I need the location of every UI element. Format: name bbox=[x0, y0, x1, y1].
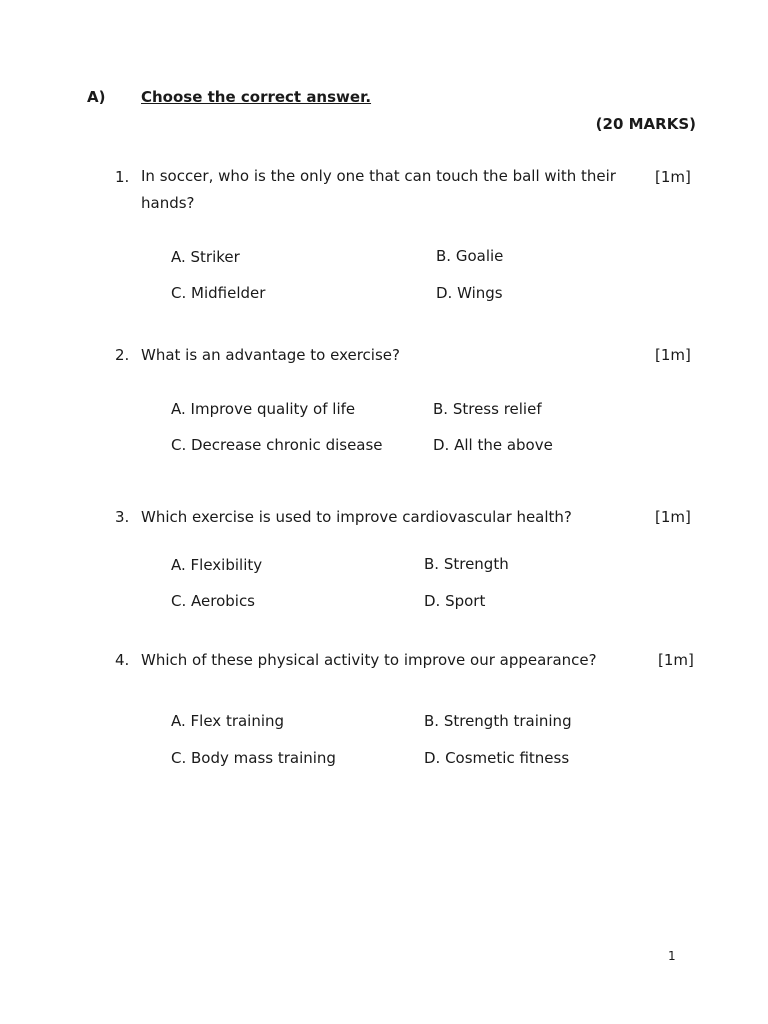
question-mark: [1m] bbox=[655, 346, 691, 364]
option-a[interactable]: A. Improve quality of life bbox=[171, 400, 356, 418]
option-b[interactable]: B. Strength training bbox=[424, 712, 572, 730]
option-d[interactable]: D. Sport bbox=[424, 592, 486, 610]
option-b[interactable]: B. Stress relief bbox=[433, 400, 542, 418]
option-d[interactable]: D. All the above bbox=[433, 436, 553, 454]
question-number: 1. bbox=[115, 168, 130, 186]
question-text: What is an advantage to exercise? bbox=[141, 346, 400, 364]
option-d[interactable]: D. Wings bbox=[436, 284, 503, 302]
option-a[interactable]: A. Flexibility bbox=[171, 556, 263, 574]
option-d[interactable]: D. Cosmetic fitness bbox=[424, 749, 570, 767]
question-number: 4. bbox=[115, 651, 130, 669]
section-instruction: Choose the correct answer. bbox=[141, 88, 372, 106]
option-a[interactable]: A. Flex training bbox=[171, 712, 285, 730]
option-b[interactable]: B. Goalie bbox=[436, 247, 504, 265]
option-c[interactable]: C. Body mass training bbox=[171, 749, 336, 767]
question-number: 2. bbox=[115, 346, 130, 364]
question-text-continued: hands? bbox=[141, 194, 195, 212]
question-mark: [1m] bbox=[655, 168, 691, 186]
section-marks: (20 MARKS) bbox=[595, 115, 696, 133]
page-number: 1 bbox=[668, 949, 676, 963]
question-number: 3. bbox=[115, 508, 130, 526]
question-text: Which of these physical activity to improve our appearance? bbox=[141, 651, 597, 669]
option-c[interactable]: C. Decrease chronic disease bbox=[171, 436, 383, 454]
option-a[interactable]: A. Striker bbox=[171, 248, 240, 266]
question-mark: [1m] bbox=[658, 651, 694, 669]
question-text: Which exercise is used to improve cardiovascular health? bbox=[141, 508, 572, 526]
section-letter: A) bbox=[87, 88, 106, 106]
option-c[interactable]: C. Midfielder bbox=[171, 284, 266, 302]
question-text: In soccer, who is the only one that can touch the ball with their bbox=[141, 167, 616, 185]
option-c[interactable]: C. Aerobics bbox=[171, 592, 256, 610]
option-b[interactable]: B. Strength bbox=[424, 555, 509, 573]
question-mark: [1m] bbox=[655, 508, 691, 526]
